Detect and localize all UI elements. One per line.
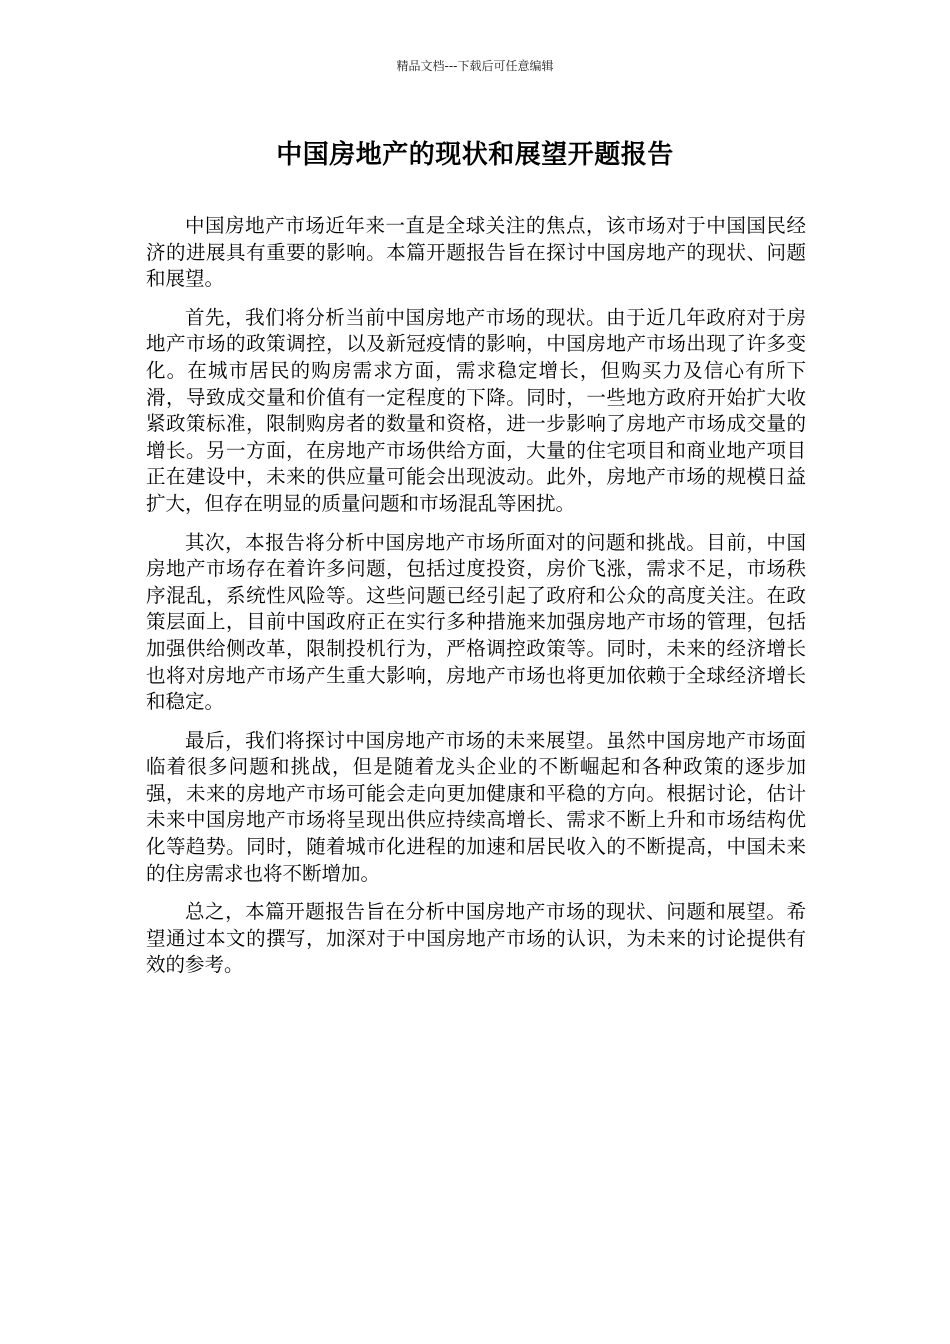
- document-body: [146, 213, 806, 991]
- document-title: 中国房地产的现状和展望开题报告: [276, 140, 674, 170]
- paragraph-conclusion: 总之，本篇开题报告旨在分析中国房地产市场的现状、问题和展望。希望通过本文的撰写，加深对于中国房地产市场的认识，为未来的讨论提供有效的参考。: [146, 900, 806, 977]
- paragraph-problems: 其次，本报告将分析中国房地产市场所面对的问题和挑战。目前，中国房地产市场存在着许多问题，包括过度投资，房价飞涨，需求不足，市场秩序混乱，系统性风险等。这些问题已经引起了政府和公众的高度关注。在政策层面上，目前中国政府正在实行多种措施来加强房地产市场的管理，包括加强供给侧改革，限制投机行为，严格调控政策等。同时，未来的经济增长也将对房地产市场产生重大影响，房地产市场也将更加依赖于全球经济增长和稳定。: [146, 530, 806, 714]
- paragraph-current-status: 首先，我们将分析当前中国房地产市场的现状。由于近几年政府对于房地产市场的政策调控，以及新冠疫情的影响，中国房地产市场出现了许多变化。在城市居民的购房需求方面，需求稳定增长，但购买力及信心有所下滑，导致成交量和价值有一定程度的下降。同时，一些地方政府开始扩大收紧政策标准，限制购房者的数量和资格，进一步影响了房地产市场成交量的增长。另一方面，在房地产市场供给方面，大量的住宅项目和商业地产项目正在建设中，未来的供应量可能会出现波动。此外，房地产市场的规模日益扩大，但存在明显的质量问题和市场混乱等困扰。: [146, 305, 806, 515]
- paragraph-outlook: 最后，我们将探讨中国房地产市场的未来展望。虽然中国房地产市场面临着很多问题和挑战，但是随着龙头企业的不断崛起和各种政策的逐步加强，未来的房地产市场可能会走向更加健康和平稳的方向。根据讨论，估计未来中国房地产市场将呈现出供应持续高增长、需求不断上升和市场结构优化等趋势。同时，随着城市化进程的加速和居民收入的不断提高，中国未来的住房需求也将不断增加。: [146, 728, 806, 885]
- paragraph-introduction: 中国房地产市场近年来一直是全球关注的焦点，该市场对于中国国民经济的进展具有重要的影响。本篇开题报告旨在探讨中国房地产的现状、问题和展望。: [146, 214, 806, 291]
- page-header: 精品文档---下载后可任意编辑: [396, 59, 554, 73]
